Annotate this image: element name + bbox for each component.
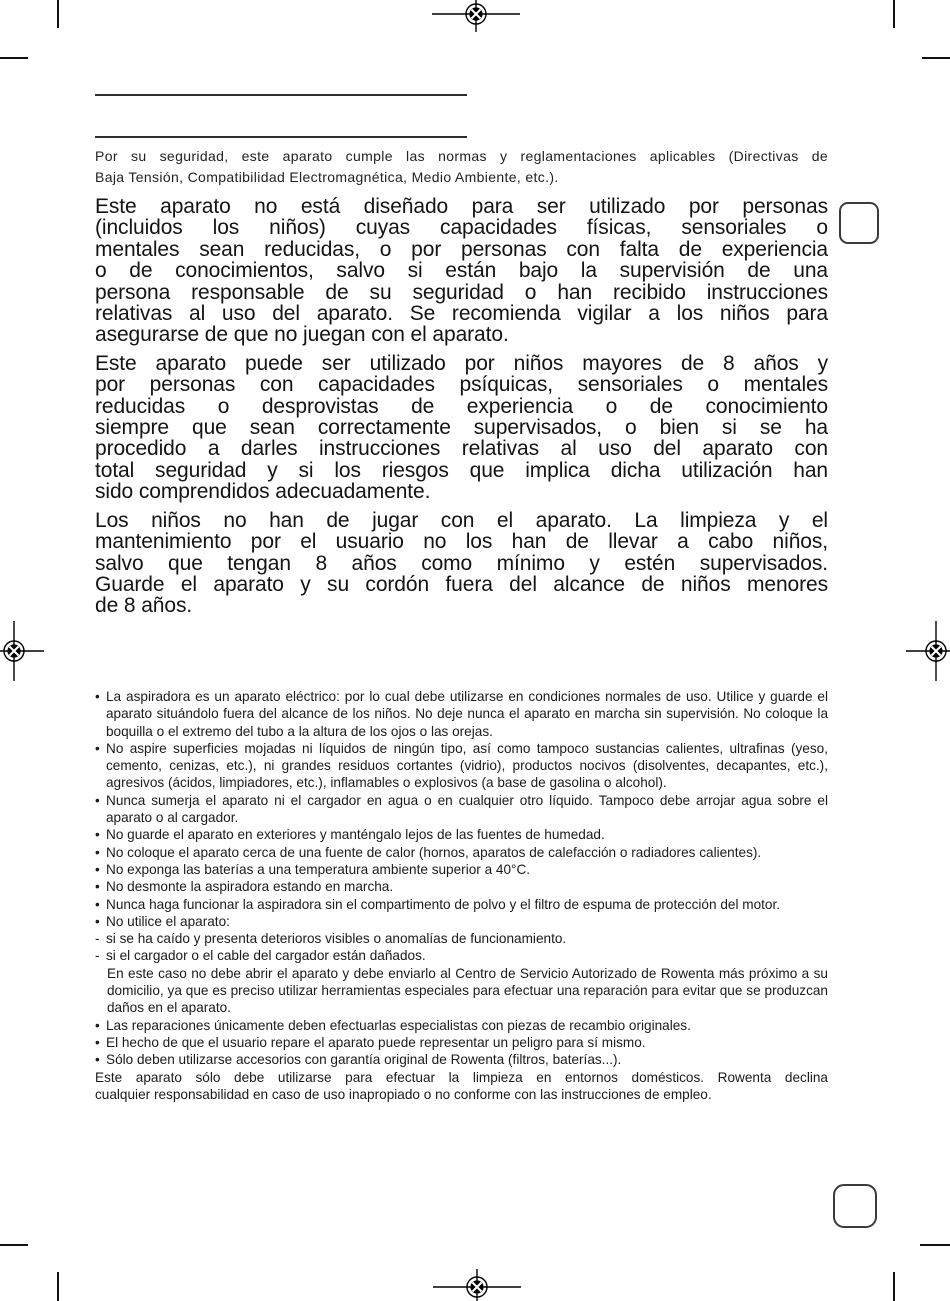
warning-line: asegurarse de que no juegan con el aparato. xyxy=(95,323,509,347)
compliance-line: Por su seguridad, este aparato cumple las normas y reglamentaciones aplicables (Directivas de xyxy=(95,148,828,164)
warning-line: salvo que tengan 8 años como mínimo y estén supervisados. xyxy=(95,551,828,575)
registration-target-left-icon xyxy=(0,603,46,699)
language-tab-marker-top xyxy=(839,202,879,244)
bullet-text: No utilice el aparato: xyxy=(106,913,230,929)
bullet-text: No coloque el aparato cerca de una fuente de calor (hornos, aparatos de calefacción o radiadores calientes). xyxy=(106,844,762,860)
dash-text: si el cargador o el cable del cargador están dañados. xyxy=(106,948,426,964)
registration-target-right-icon xyxy=(904,603,950,699)
dash-marker: - xyxy=(95,931,100,947)
bullet-item xyxy=(95,740,828,792)
bullet-text: El hecho de que el usuario repare el aparato puede representar un peligro para sí mismo. xyxy=(106,1034,646,1050)
dash-item xyxy=(95,947,828,964)
bullet-text: La aspiradora es un aparato eléctrico: por lo cual debe utilizarse en condiciones normales de uso. Utilice y guarde el aparato situándolo fuera del alcance de los niños. No deje nunca el aparato en marcha sin supervisión. No coloque la boquilla o el extremo del tubo a la altura de los ojos o las orejas. xyxy=(106,689,828,739)
bullet-marker: • xyxy=(95,827,100,843)
bullet-marker: • xyxy=(95,1034,100,1050)
warning-line: por personas con capacidades psíquicas, sensoriales o mentales xyxy=(95,373,828,397)
bullet-item xyxy=(95,844,828,861)
warning-line: Los niños no han de jugar con el aparato. La limpieza y el xyxy=(95,508,828,532)
dash-text: si se ha caído y presenta deterioros visibles o anomalías de funcionamiento. xyxy=(106,931,567,947)
language-tab-marker-bottom xyxy=(833,1184,877,1228)
safety-instructions-list xyxy=(95,688,828,1103)
bullet-marker: • xyxy=(95,689,100,704)
warning-line: (incluidos los niños) cuyas capacidades físicas, sensoriales o xyxy=(95,216,828,240)
warning-line: total seguridad y si los riesgos que implica dicha utilización han xyxy=(95,458,828,482)
trim-mark-top-left-vertical xyxy=(57,0,59,28)
trim-mark-bottom-right-vertical xyxy=(893,1272,895,1301)
warning-paragraph-children-supervision xyxy=(95,196,828,346)
warning-paragraph-no-play xyxy=(95,510,828,617)
warning-line: mentales sean reducidas, o por personas con falta de experiencia xyxy=(95,237,828,261)
bullet-item xyxy=(95,896,828,913)
compliance-line: Baja Tensión, Compatibilidad Electromagnética, Medio Ambiente, etc.). xyxy=(95,169,559,185)
bullet-marker: • xyxy=(95,740,100,756)
bullet-marker: • xyxy=(95,792,100,808)
bullet-text: Las reparaciones únicamente deben efectuarlas especialistas con piezas de recambio originales. xyxy=(106,1017,691,1033)
bullet-item xyxy=(95,861,828,878)
repair-service-note: En este caso no debe abrir el aparato y debe enviarlo al Centro de Servicio Autorizado de Rowenta más próximo a su domicilio, ya que es preciso utilizar herramientas especiales para efectuar una reparación para evitar que se produzcan daños en el aparato. xyxy=(107,965,828,1016)
trim-mark-bottom-left-vertical xyxy=(57,1272,59,1301)
warning-line: Este aparato no está diseñado para ser utilizado por personas xyxy=(95,195,828,218)
bullet-marker: • xyxy=(95,861,100,877)
bullet-text: Nunca sumerja el aparato ni el cargador en agua o en cualquier otro líquido. Tampoco debe arrojar agua sobre el aparato o al cargador. xyxy=(106,792,828,826)
registration-target-top-icon xyxy=(428,0,524,46)
trim-mark-top-right-vertical xyxy=(893,0,895,28)
bullet-text: No exponga las baterías a una temperatura ambiente superior a 40°C. xyxy=(106,861,531,877)
warning-paragraphs xyxy=(95,196,828,617)
warning-line: mantenimiento por el usuario no los han de llevar a cabo niños, xyxy=(95,530,828,554)
domestic-use-disclaimer xyxy=(95,1069,828,1104)
dash-item xyxy=(95,930,828,947)
heading-rule-top xyxy=(95,94,467,96)
bullet-item xyxy=(95,1017,828,1034)
warning-line: siempre que sean correctamente supervisados, o bien si se ha xyxy=(95,416,828,440)
bullet-marker: • xyxy=(95,913,100,929)
trim-mark-bottom-left-horizontal xyxy=(0,1244,28,1246)
bullet-item xyxy=(95,878,828,895)
trim-mark-top-left-horizontal xyxy=(0,57,28,59)
warning-line: relativas al uso del aparato. Se recomienda vigilar a los niños para xyxy=(95,302,828,326)
heading-rule-bottom xyxy=(95,136,467,138)
bullet-item xyxy=(95,688,828,740)
bullet-item xyxy=(95,826,828,843)
bullet-text: No aspire superficies mojadas ni líquidos de ningún tipo, así como tampoco sustancias calientes, ultrafinas (yeso, cemento, cenizas, etc.), ni grandes residuos cortantes (vidrio), productos nocivos (disolventes, decapantes, etc.), agresivos (ácidos, limpiadores, etc.), inflamables o explosivos (a base de gasolina o alcohol). xyxy=(106,740,828,791)
bullet-item xyxy=(95,792,828,827)
bullet-item xyxy=(95,1034,828,1051)
warning-line: procedido a darles instrucciones relativas al uso del aparato con xyxy=(95,437,828,461)
warning-line: persona responsable de su seguridad o han recibido instrucciones xyxy=(95,280,828,304)
warning-line: Guarde el aparato y su cordón fuera del alcance de niños menores xyxy=(95,572,828,596)
trim-mark-bottom-right-horizontal xyxy=(920,1244,950,1246)
warning-line: Este aparato puede ser utilizado por niños mayores de 8 años y xyxy=(95,351,828,375)
bullet-marker: • xyxy=(95,879,100,895)
bullet-text: No guarde el aparato en exteriores y manténgalo lejos de las fuentes de humedad. xyxy=(106,827,605,843)
compliance-note xyxy=(95,146,828,188)
bullet-marker: • xyxy=(95,1017,100,1033)
bullet-item xyxy=(95,1051,828,1068)
bullet-marker: • xyxy=(95,844,100,860)
disclaimer-line: cualquier responsabilidad en caso de uso inapropiado o no conforme con las instrucciones de empleo. xyxy=(95,1086,712,1102)
dash-marker: - xyxy=(95,948,100,964)
bullet-text: Sólo deben utilizarse accesorios con garantía original de Rowenta (filtros, baterías...). xyxy=(106,1052,622,1068)
warning-line: sido comprendidos adecuadamente. xyxy=(95,480,431,504)
bullet-item xyxy=(95,913,828,930)
warning-line: reducidas o desprovistas de experiencia o de conocimiento xyxy=(95,394,828,418)
warning-line: o de conocimientos, salvo si están bajo la supervisión de una xyxy=(95,259,828,283)
bullet-marker: • xyxy=(95,896,100,912)
bullet-text: No desmonte la aspiradora estando en marcha. xyxy=(106,879,394,895)
bullet-text: Nunca haga funcionar la aspiradora sin el compartimento de polvo y el filtro de espuma de protección del motor. xyxy=(106,896,781,912)
warning-paragraph-age-8 xyxy=(95,353,828,503)
trim-mark-top-right-horizontal xyxy=(922,57,950,59)
warning-line: de 8 años. xyxy=(95,594,193,618)
disclaimer-line: Este aparato sólo debe utilizarse para efectuar la limpieza en entornos domésticos. Rowenta declina xyxy=(95,1069,828,1085)
registration-target-bottom-icon xyxy=(429,1255,525,1301)
bullet-marker: • xyxy=(95,1052,100,1068)
